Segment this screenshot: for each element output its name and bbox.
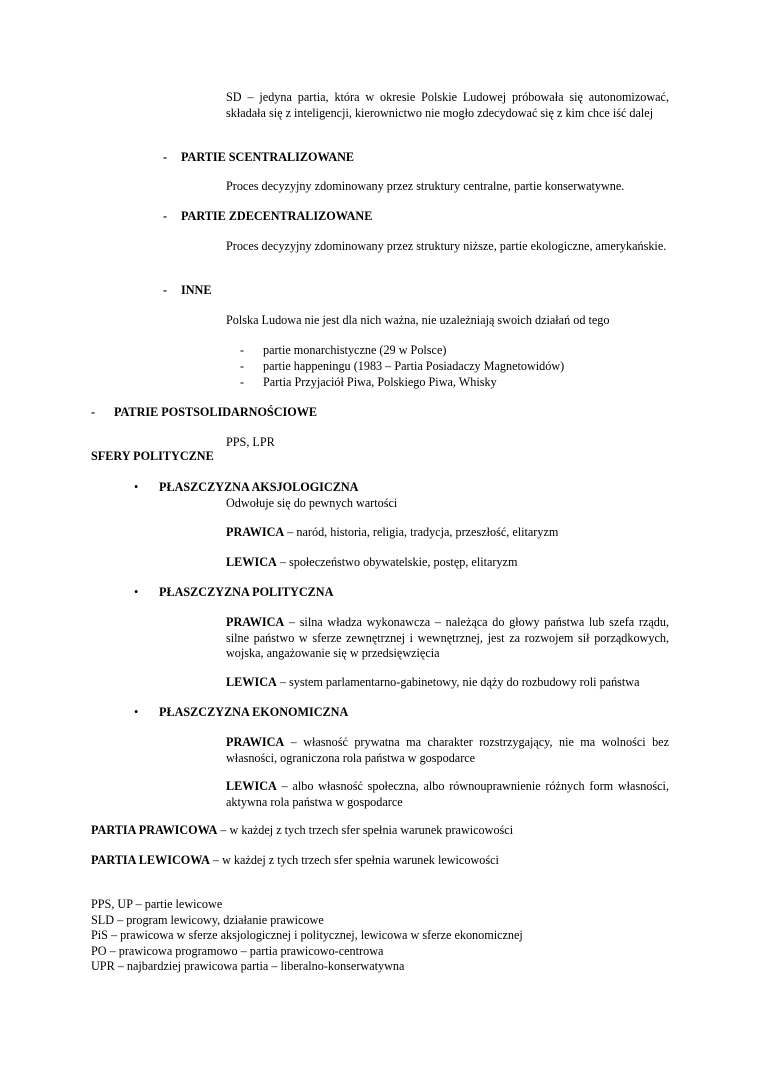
- prawica-paragraph: [226, 735, 669, 766]
- list-bullet: -: [163, 283, 168, 297]
- lewica-paragraph: [226, 779, 669, 810]
- definition-text: – w każdej z tych trzech sfer spełnia warunek lewicowości: [209, 853, 499, 867]
- section-heading: PŁASZCZYZNA AKSJOLOGICZNA: [159, 480, 359, 494]
- lewica-paragraph: [226, 675, 669, 691]
- section-text: Proces decyzyjny zdominowany przez struktury niższe, partie ekologiczne, amerykańskie.: [226, 239, 667, 253]
- list-item: UPR – najbardziej prawicowa partia – liberalno-konserwatywna: [91, 959, 405, 973]
- list-item: PPS, UP – partie lewicowe: [91, 897, 223, 911]
- definition-lewicowa: [91, 853, 669, 869]
- lewica-text: – społeczeństwo obywatelskie, postęp, elitaryzm: [276, 555, 518, 569]
- section-text: Proces decyzyjny zdominowany przez struktury centralne, partie konserwatywne.: [226, 179, 625, 193]
- section-heading: PŁASZCZYZNA EKONOMICZNA: [159, 705, 349, 719]
- section-text: Polska Ludowa nie jest dla nich ważna, nie uzależniają swoich działań od tego: [226, 313, 610, 327]
- prawica-text: – silna władza wykonawcza – należąca do głowy państwa lub szefa rządu, silne państwo w sferze zewnętrznej i wewnętrznej, jest za rozwojem sił porządkowych, wojska, angażowanie się w przedsięwzięcia: [226, 615, 669, 660]
- list-item: SLD – program lewicowy, działanie prawicowe: [91, 912, 324, 927]
- lewica-label: LEWICA: [226, 555, 277, 569]
- bullet-dot: •: [134, 705, 139, 719]
- definition-label: PARTIA LEWICOWA: [91, 853, 210, 867]
- prawica-text: – naród, historia, religia, tradycja, przeszłość, elitaryzm: [284, 525, 559, 539]
- prawica-label: PRAWICA: [226, 525, 285, 539]
- list-item: PO – prawicowa programowo – partia prawicowo-centrowa: [91, 943, 384, 958]
- section-heading: INNE: [181, 283, 212, 297]
- list-item-text: partie happeningu (1983 – Partia Posiadaczy Magnetowidów): [263, 359, 565, 373]
- bullet-dot: •: [134, 480, 139, 494]
- section-heading: PARTIE ZDECENTRALIZOWANE: [181, 209, 373, 223]
- list-bullet: -: [163, 150, 168, 164]
- lewica-label: LEWICA: [226, 779, 277, 793]
- definition-prawicowa: [91, 823, 669, 839]
- sd-paragraph: SD – jedyna partia, która w okresie Polskie Ludowej próbowała się autonomizować, składała się z inteligencji, kierownictwo nie mogło zdecydować się z kim chce iść dalej: [226, 90, 669, 120]
- section-intro: Odwołuje się do pewnych wartości: [226, 496, 398, 510]
- prawica-label: PRAWICA: [226, 615, 285, 629]
- list-bullet: -: [91, 405, 96, 419]
- lewica-text: – albo własność społeczna, albo równouprawnienie różnych form własności, aktywna rola państwa w gospodarce: [226, 779, 669, 809]
- prawica-text: – własność prywatna ma charakter rozstrzygający, nie ma wolności bez własności, ograniczona rola państwa w gospodarce: [226, 735, 669, 765]
- section-heading: PARTIE SCENTRALIZOWANE: [181, 150, 355, 164]
- list-item-text: partie monarchistyczne (29 w Polsce): [263, 343, 447, 357]
- lewica-text: – system parlamentarno-gabinetowy, nie dąży do rozbudowy roli państwa: [276, 675, 640, 689]
- list-item-text: Partia Przyjaciół Piwa, Polskiego Piwa, Whisky: [263, 375, 497, 389]
- lewica-label: LEWICA: [226, 675, 277, 689]
- section-heading: PATRIE POSTSOLIDARNOŚCIOWE: [114, 405, 318, 419]
- bullet-dot: •: [134, 585, 139, 599]
- list-item: PiS – prawicowa w sferze aksjologicznej i politycznej, lewicowa w sferze ekonomicznej: [91, 928, 523, 942]
- list-bullet: -: [240, 375, 245, 389]
- parties-list: [91, 897, 669, 975]
- definition-text: – w każdej z tych trzech sfer spełnia warunek prawicowości: [217, 823, 514, 837]
- definition-label: PARTIA PRAWICOWA: [91, 823, 218, 837]
- list-bullet: -: [240, 343, 245, 357]
- prawica-paragraph: [226, 615, 669, 662]
- sfery-heading: SFERY POLITYCZNE: [91, 449, 214, 463]
- list-bullet: -: [163, 209, 168, 223]
- list-bullet: -: [240, 359, 245, 373]
- prawica-paragraph: [226, 525, 669, 541]
- lewica-paragraph: [226, 555, 669, 571]
- section-heading: PŁASZCZYZNA POLITYCZNA: [159, 585, 334, 599]
- section-text: PPS, LPR: [226, 435, 275, 449]
- prawica-label: PRAWICA: [226, 735, 285, 749]
